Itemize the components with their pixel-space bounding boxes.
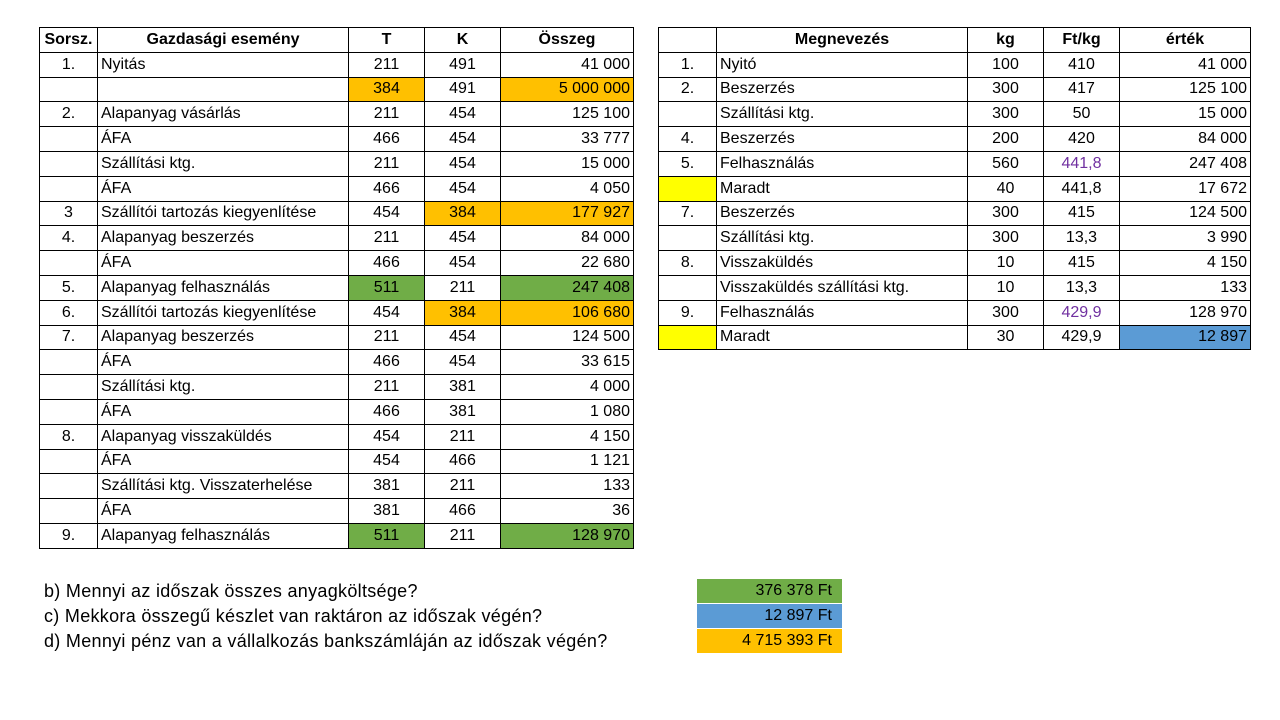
item-name: Nyitó <box>717 52 968 77</box>
row-number <box>40 251 98 276</box>
inventory-row <box>659 102 1251 127</box>
row-number <box>40 474 98 499</box>
event-description: ÁFA <box>98 127 349 152</box>
unit-price: 441,8 <box>1044 151 1120 176</box>
debit-account: 466 <box>349 127 425 152</box>
ledger-row <box>40 300 634 325</box>
row-number <box>40 127 98 152</box>
row-number <box>659 102 717 127</box>
credit-account: 454 <box>425 226 501 251</box>
credit-account: 454 <box>425 151 501 176</box>
quantity-kg: 100 <box>968 52 1044 77</box>
debit-account: 211 <box>349 151 425 176</box>
event-description: ÁFA <box>98 176 349 201</box>
debit-account: 454 <box>349 424 425 449</box>
unit-price: 417 <box>1044 77 1120 102</box>
row-number <box>40 499 98 524</box>
debit-account: 466 <box>349 251 425 276</box>
amount: 1 080 <box>501 399 634 424</box>
item-name: Maradt <box>717 325 968 350</box>
credit-account: 454 <box>425 176 501 201</box>
row-number <box>40 350 98 375</box>
event-description: Alapanyag felhasználás <box>98 523 349 548</box>
credit-account: 454 <box>425 350 501 375</box>
debit-account: 454 <box>349 201 425 226</box>
item-value: 125 100 <box>1120 77 1251 102</box>
amount: 106 680 <box>501 300 634 325</box>
inventory-row <box>659 151 1251 176</box>
debit-account: 211 <box>349 325 425 350</box>
amount: 247 408 <box>501 275 634 300</box>
ledger-table <box>39 27 634 549</box>
event-description: Alapanyag beszerzés <box>98 226 349 251</box>
ledger-row <box>40 375 634 400</box>
event-description: Szállítási ktg. Visszaterhelése <box>98 474 349 499</box>
amount: 33 777 <box>501 127 634 152</box>
credit-account: 381 <box>425 399 501 424</box>
inventory-row <box>659 52 1251 77</box>
ledger-row <box>40 251 634 276</box>
credit-account: 211 <box>425 275 501 300</box>
question-text: c) Mekkora összegű készlet van raktáron az időszak végén? <box>44 605 543 626</box>
item-value: 247 408 <box>1120 151 1251 176</box>
row-number <box>40 399 98 424</box>
quantity-kg: 300 <box>968 201 1044 226</box>
amount: 177 927 <box>501 201 634 226</box>
event-description: ÁFA <box>98 499 349 524</box>
quantity-kg: 10 <box>968 251 1044 276</box>
item-name: Visszaküldés <box>717 251 968 276</box>
unit-price: 429,9 <box>1044 300 1120 325</box>
quantity-kg: 300 <box>968 300 1044 325</box>
amount: 15 000 <box>501 151 634 176</box>
debit-account: 211 <box>349 375 425 400</box>
header-ftkg: Ft/kg <box>1044 28 1120 53</box>
item-value: 4 150 <box>1120 251 1251 276</box>
ledger-row <box>40 127 634 152</box>
question-text: d) Mennyi pénz van a vállalkozás bankszámláján az időszak végén? <box>44 630 608 651</box>
debit-account: 466 <box>349 176 425 201</box>
credit-account: 466 <box>425 499 501 524</box>
event-description: Nyitás <box>98 52 349 77</box>
amount: 4 050 <box>501 176 634 201</box>
item-value: 41 000 <box>1120 52 1251 77</box>
credit-account: 381 <box>425 375 501 400</box>
header-kg: kg <box>968 28 1044 53</box>
question-answer: 4 715 393 Ft <box>697 629 842 653</box>
ledger-row <box>40 52 634 77</box>
header-value: érték <box>1120 28 1251 53</box>
unit-price: 50 <box>1044 102 1120 127</box>
row-number: 8. <box>40 424 98 449</box>
header-amount: Összeg <box>501 28 634 53</box>
row-number: 2. <box>40 102 98 127</box>
debit-account: 211 <box>349 102 425 127</box>
event-description: Alapanyag visszaküldés <box>98 424 349 449</box>
event-description <box>98 77 349 102</box>
credit-account: 454 <box>425 102 501 127</box>
row-number: 9. <box>40 523 98 548</box>
inventory-row <box>659 325 1251 350</box>
quantity-kg: 300 <box>968 102 1044 127</box>
amount: 36 <box>501 499 634 524</box>
row-number <box>659 275 717 300</box>
credit-account: 211 <box>425 424 501 449</box>
credit-account: 454 <box>425 251 501 276</box>
unit-price: 13,3 <box>1044 275 1120 300</box>
row-number: 2. <box>659 77 717 102</box>
event-description: ÁFA <box>98 399 349 424</box>
quantity-kg: 300 <box>968 77 1044 102</box>
debit-account: 466 <box>349 350 425 375</box>
unit-price: 410 <box>1044 52 1120 77</box>
item-value: 128 970 <box>1120 300 1251 325</box>
credit-account: 491 <box>425 77 501 102</box>
amount: 124 500 <box>501 325 634 350</box>
ledger-row <box>40 176 634 201</box>
event-description: Szállítói tartozás kiegyenlítése <box>98 300 349 325</box>
row-number: 6. <box>40 300 98 325</box>
item-name: Beszerzés <box>717 127 968 152</box>
amount: 125 100 <box>501 102 634 127</box>
debit-account: 454 <box>349 449 425 474</box>
amount: 133 <box>501 474 634 499</box>
amount: 33 615 <box>501 350 634 375</box>
row-number <box>40 449 98 474</box>
amount: 84 000 <box>501 226 634 251</box>
row-number: 4. <box>40 226 98 251</box>
item-value: 124 500 <box>1120 201 1251 226</box>
item-name: Visszaküldés szállítási ktg. <box>717 275 968 300</box>
quantity-kg: 30 <box>968 325 1044 350</box>
debit-account: 466 <box>349 399 425 424</box>
item-name: Felhasználás <box>717 300 968 325</box>
row-number: 5. <box>40 275 98 300</box>
item-value: 133 <box>1120 275 1251 300</box>
unit-price: 420 <box>1044 127 1120 152</box>
row-number: 8. <box>659 251 717 276</box>
header-event: Gazdasági esemény <box>98 28 349 53</box>
unit-price: 13,3 <box>1044 226 1120 251</box>
inventory-row <box>659 176 1251 201</box>
amount: 22 680 <box>501 251 634 276</box>
debit-account: 381 <box>349 474 425 499</box>
row-number: 1. <box>40 52 98 77</box>
amount: 1 121 <box>501 449 634 474</box>
header-credit: K <box>425 28 501 53</box>
inventory-row <box>659 300 1251 325</box>
item-name: Szállítási ktg. <box>717 226 968 251</box>
credit-account: 384 <box>425 201 501 226</box>
row-number <box>40 375 98 400</box>
unit-price: 415 <box>1044 251 1120 276</box>
question-answer: 12 897 Ft <box>697 604 842 628</box>
ledger-row <box>40 350 634 375</box>
ledger-row <box>40 399 634 424</box>
row-number <box>40 151 98 176</box>
item-value: 17 672 <box>1120 176 1251 201</box>
ledger-row <box>40 102 634 127</box>
debit-account: 511 <box>349 275 425 300</box>
inventory-table <box>658 27 1251 350</box>
row-number: 7. <box>659 201 717 226</box>
amount: 41 000 <box>501 52 634 77</box>
event-description: Szállítási ktg. <box>98 375 349 400</box>
amount: 128 970 <box>501 523 634 548</box>
debit-account: 381 <box>349 499 425 524</box>
item-name: Maradt <box>717 176 968 201</box>
header-name: Megnevezés <box>717 28 968 53</box>
inventory-row <box>659 275 1251 300</box>
item-value: 84 000 <box>1120 127 1251 152</box>
item-value: 12 897 <box>1120 325 1251 350</box>
quantity-kg: 40 <box>968 176 1044 201</box>
inventory-row <box>659 201 1251 226</box>
row-number <box>659 226 717 251</box>
ledger-row <box>40 474 634 499</box>
credit-account: 454 <box>425 127 501 152</box>
quantity-kg: 300 <box>968 226 1044 251</box>
row-number <box>659 325 717 350</box>
inventory-row <box>659 226 1251 251</box>
row-number: 9. <box>659 300 717 325</box>
event-description: Alapanyag felhasználás <box>98 275 349 300</box>
row-number: 7. <box>40 325 98 350</box>
event-description: Szállítói tartozás kiegyenlítése <box>98 201 349 226</box>
unit-price: 441,8 <box>1044 176 1120 201</box>
unit-price: 415 <box>1044 201 1120 226</box>
event-description: ÁFA <box>98 350 349 375</box>
credit-account: 454 <box>425 325 501 350</box>
amount: 4 150 <box>501 424 634 449</box>
ledger-row <box>40 523 634 548</box>
item-name: Felhasználás <box>717 151 968 176</box>
event-description: ÁFA <box>98 449 349 474</box>
item-value: 15 000 <box>1120 102 1251 127</box>
row-number <box>659 176 717 201</box>
ledger-header-row <box>40 28 634 53</box>
question-text: b) Mennyi az időszak összes anyagköltsége? <box>44 580 418 601</box>
event-description: Alapanyag vásárlás <box>98 102 349 127</box>
ledger-row <box>40 77 634 102</box>
header-debit: T <box>349 28 425 53</box>
debit-account: 211 <box>349 52 425 77</box>
item-name: Szállítási ktg. <box>717 102 968 127</box>
ledger-row <box>40 325 634 350</box>
ledger-row <box>40 449 634 474</box>
amount: 5 000 000 <box>501 77 634 102</box>
item-value: 3 990 <box>1120 226 1251 251</box>
debit-account: 211 <box>349 226 425 251</box>
ledger-row <box>40 275 634 300</box>
debit-account: 511 <box>349 523 425 548</box>
quantity-kg: 10 <box>968 275 1044 300</box>
event-description: ÁFA <box>98 251 349 276</box>
credit-account: 466 <box>425 449 501 474</box>
row-number <box>40 176 98 201</box>
row-number <box>40 77 98 102</box>
inventory-row <box>659 127 1251 152</box>
event-description: Szállítási ktg. <box>98 151 349 176</box>
credit-account: 491 <box>425 52 501 77</box>
row-number: 4. <box>659 127 717 152</box>
credit-account: 211 <box>425 523 501 548</box>
amount: 4 000 <box>501 375 634 400</box>
ledger-row <box>40 499 634 524</box>
quantity-kg: 560 <box>968 151 1044 176</box>
inventory-row <box>659 77 1251 102</box>
ledger-row <box>40 201 634 226</box>
ledger-row <box>40 151 634 176</box>
ledger-row <box>40 424 634 449</box>
item-name: Beszerzés <box>717 201 968 226</box>
row-number: 3 <box>40 201 98 226</box>
unit-price: 429,9 <box>1044 325 1120 350</box>
header-blank <box>659 28 717 53</box>
question-answer: 376 378 Ft <box>697 579 842 603</box>
credit-account: 384 <box>425 300 501 325</box>
debit-account: 454 <box>349 300 425 325</box>
inventory-row <box>659 251 1251 276</box>
row-number: 1. <box>659 52 717 77</box>
row-number: 5. <box>659 151 717 176</box>
header-sorsz: Sorsz. <box>40 28 98 53</box>
debit-account: 384 <box>349 77 425 102</box>
quantity-kg: 200 <box>968 127 1044 152</box>
ledger-row <box>40 226 634 251</box>
credit-account: 211 <box>425 474 501 499</box>
event-description: Alapanyag beszerzés <box>98 325 349 350</box>
inventory-header-row <box>659 28 1251 53</box>
item-name: Beszerzés <box>717 77 968 102</box>
